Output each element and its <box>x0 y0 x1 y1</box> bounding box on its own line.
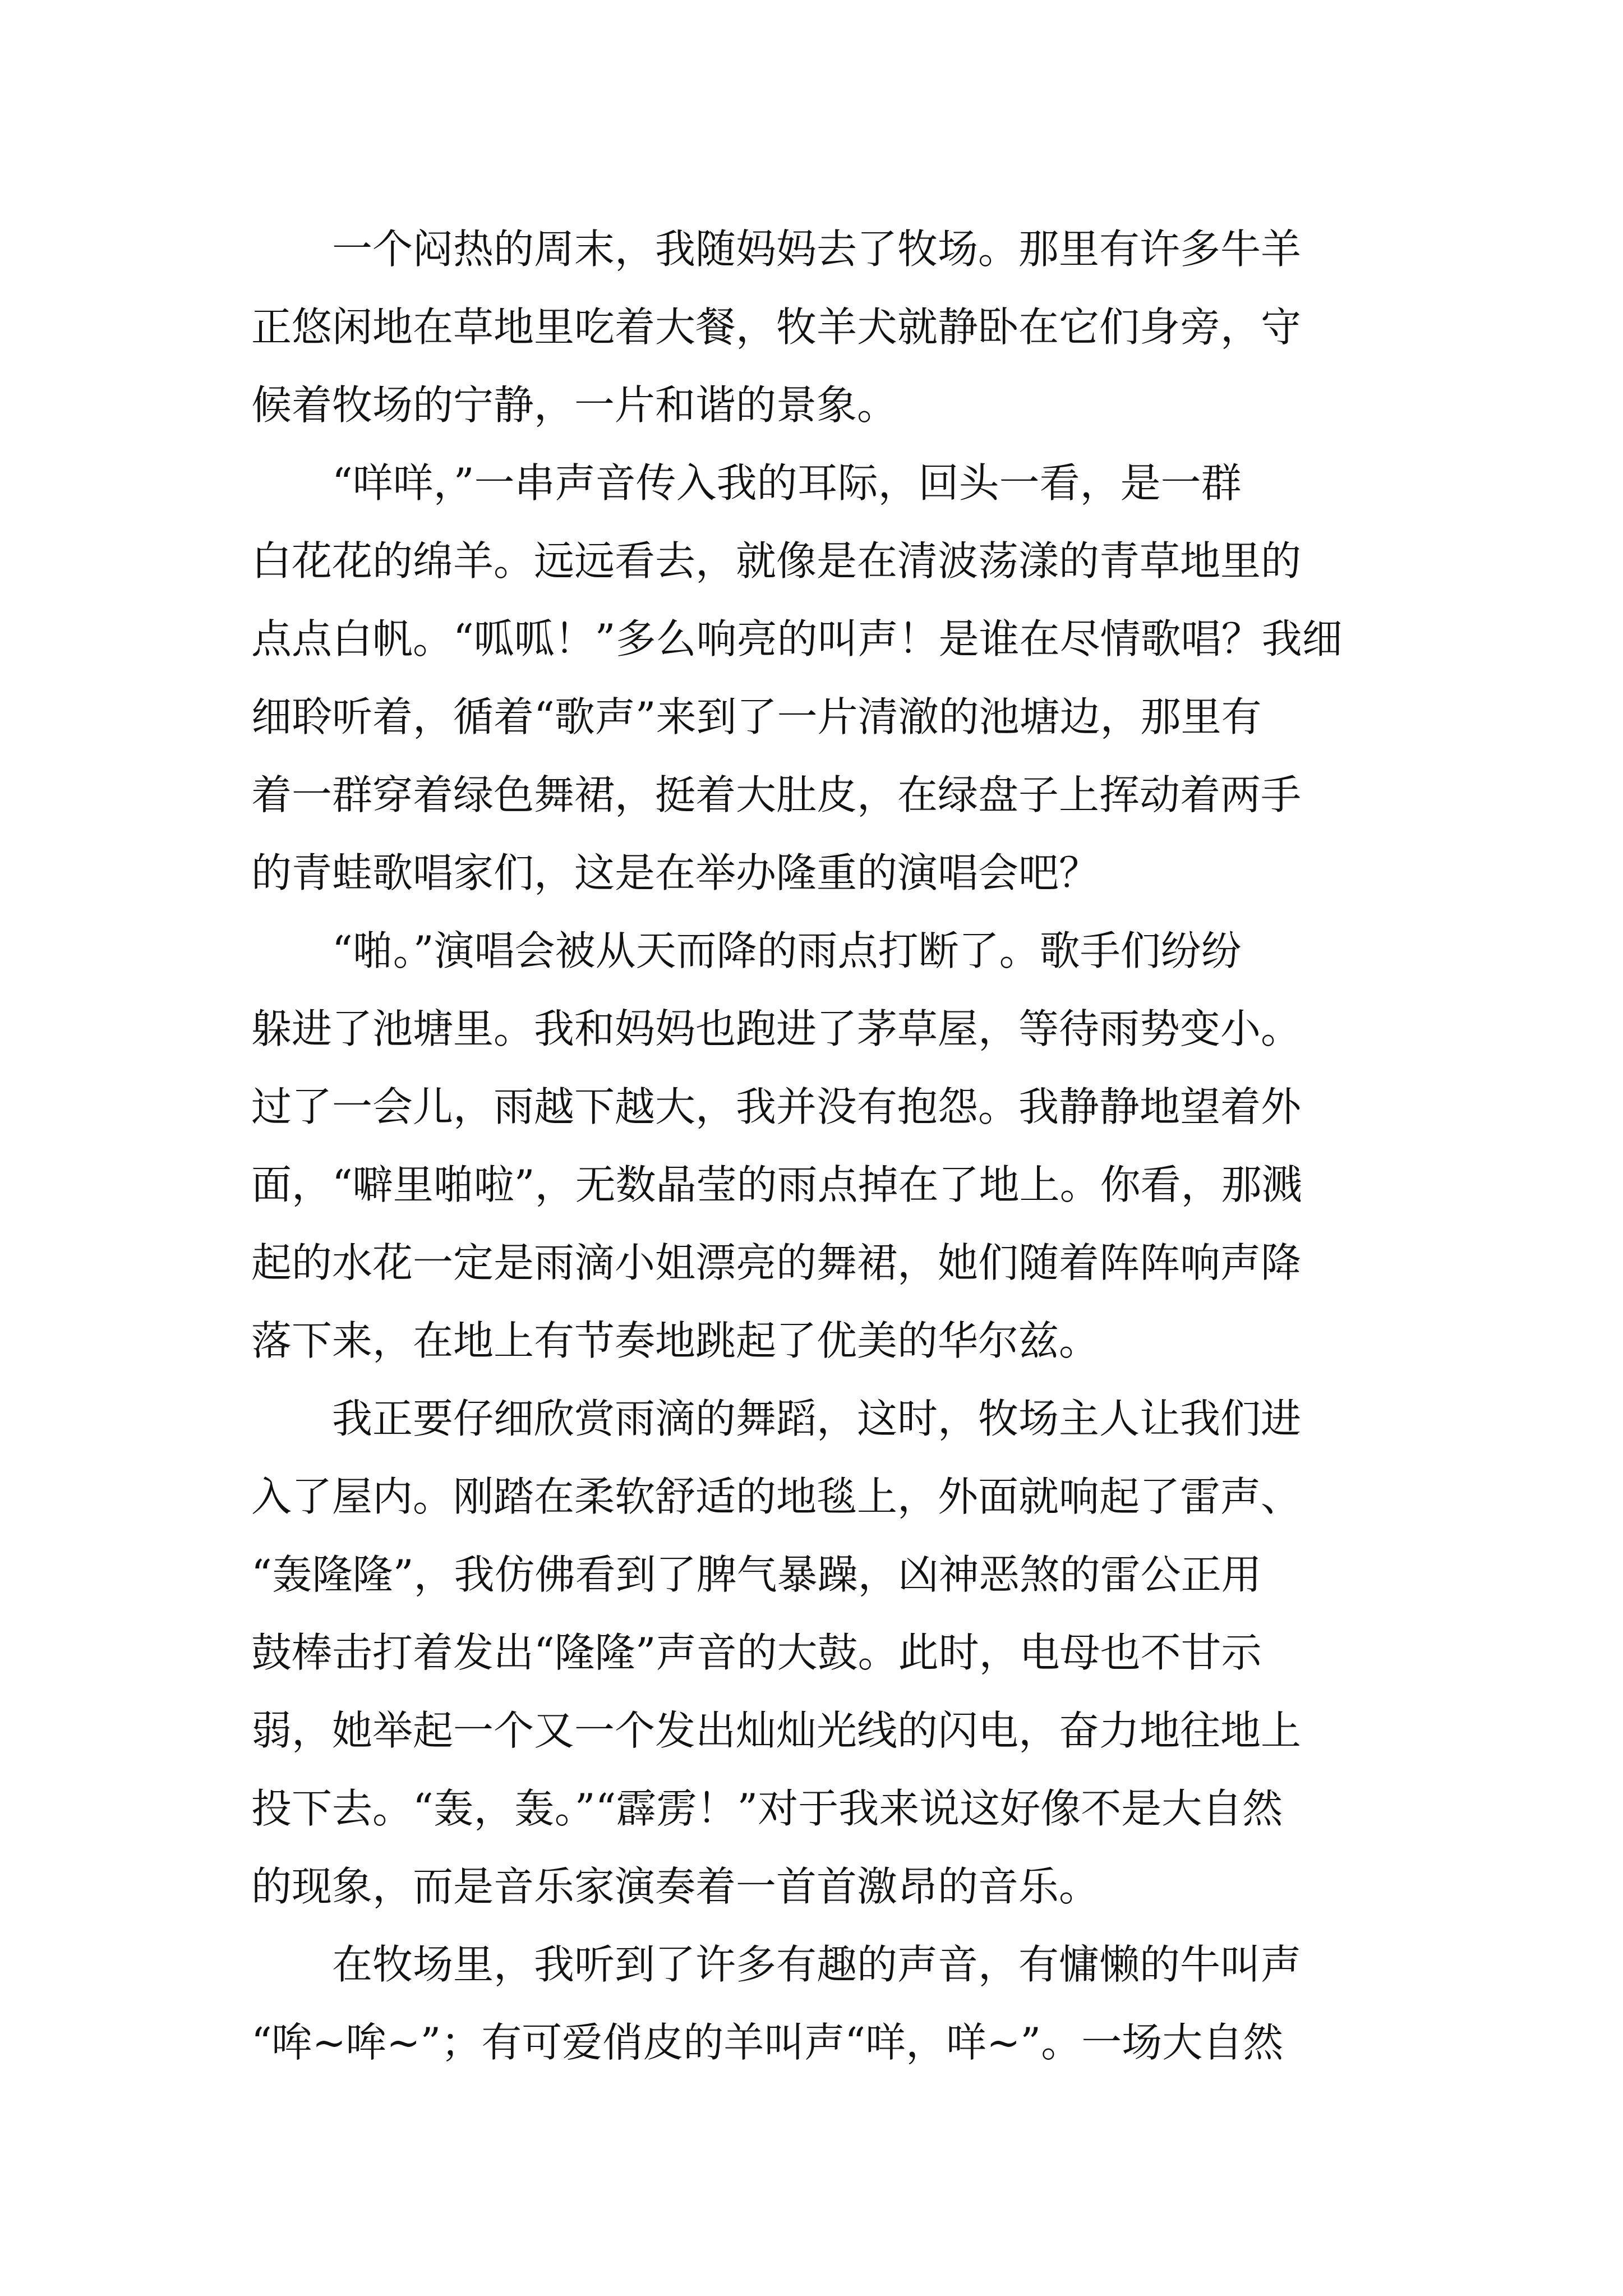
text-line: “哞~哞~”；有可爱俏皮的羊叫声“咩，咩~”。一场大自然 <box>251 2019 1284 2066</box>
text-line: 入了屋内。刚踏在柔软舒适的地毯上，外面就响起了雷声、 <box>251 1473 1302 1520</box>
text-line: 点点白帆。“呱呱！”多么响亮的叫声！是谁在尽情歌唱？我细 <box>251 615 1343 662</box>
text-line: 正悠闲地在草地里吃着大餐，牧羊犬就静卧在它们身旁，守 <box>251 303 1302 351</box>
essay-text <box>251 210 1373 2082</box>
text-line: 鼓棒击打着发出“隆隆”声音的大鼓。此时，电母也不甘示 <box>251 1629 1262 1676</box>
text-line: 白花花的绵羊。远远看去，就像是在清波荡漾的青草地里的 <box>251 537 1302 585</box>
text-line: 候着牧场的宁静，一片和谐的景象。 <box>251 381 898 429</box>
text-line: 过了一会儿，雨越下越大，我并没有抱怨。我静静地望着外 <box>251 1083 1302 1130</box>
text-line: 起的水花一定是雨滴小姐漂亮的舞裙，她们随着阵阵响声降 <box>251 1239 1302 1286</box>
text-line: 在牧场里，我听到了许多有趣的声音，有慵懒的牛叫声 <box>251 1941 1302 1988</box>
text-line: 面，“噼里啪啦”，无数晶莹的雨点掉在了地上。你看，那溅 <box>251 1161 1302 1208</box>
text-line: 落下来，在地上有节奏地跳起了优美的华尔兹。 <box>251 1317 1100 1364</box>
text-line: “咩咩，”一串声音传入我的耳际，回头一看，是一群 <box>251 459 1242 507</box>
text-line: 投下去。“轰，轰。”“霹雳！”对于我来说这好像不是大自然 <box>251 1785 1283 1832</box>
text-line: 着一群穿着绿色舞裙，挺着大肚皮，在绿盘子上挥动着两手 <box>251 771 1302 818</box>
text-line: “轰隆隆”，我仿佛看到了脾气暴躁，凶神恶煞的雷公正用 <box>251 1551 1262 1598</box>
text-line: 弱，她举起一个又一个发出灿灿光线的闪电，奋力地往地上 <box>251 1707 1302 1754</box>
text-line: 细聆听着，循着“歌声”来到了一片清澈的池塘边，那里有 <box>251 693 1262 740</box>
text-line: “啪。”演唱会被从天而降的雨点打断了。歌手们纷纷 <box>251 927 1242 974</box>
text-line: 一个闷热的周末，我随妈妈去了牧场。那里有许多牛羊 <box>251 226 1302 273</box>
text-line: 躲进了池塘里。我和妈妈也跑进了茅草屋，等待雨势变小。 <box>251 1005 1302 1052</box>
text-line: 的现象，而是音乐家演奏着一首首激昂的音乐。 <box>251 1863 1100 1910</box>
text-line: 的青蛙歌唱家们，这是在举办隆重的演唱会吧？ <box>251 849 1100 896</box>
text-line: 我正要仔细欣赏雨滴的舞蹈，这时，牧场主人让我们进 <box>251 1395 1302 1442</box>
